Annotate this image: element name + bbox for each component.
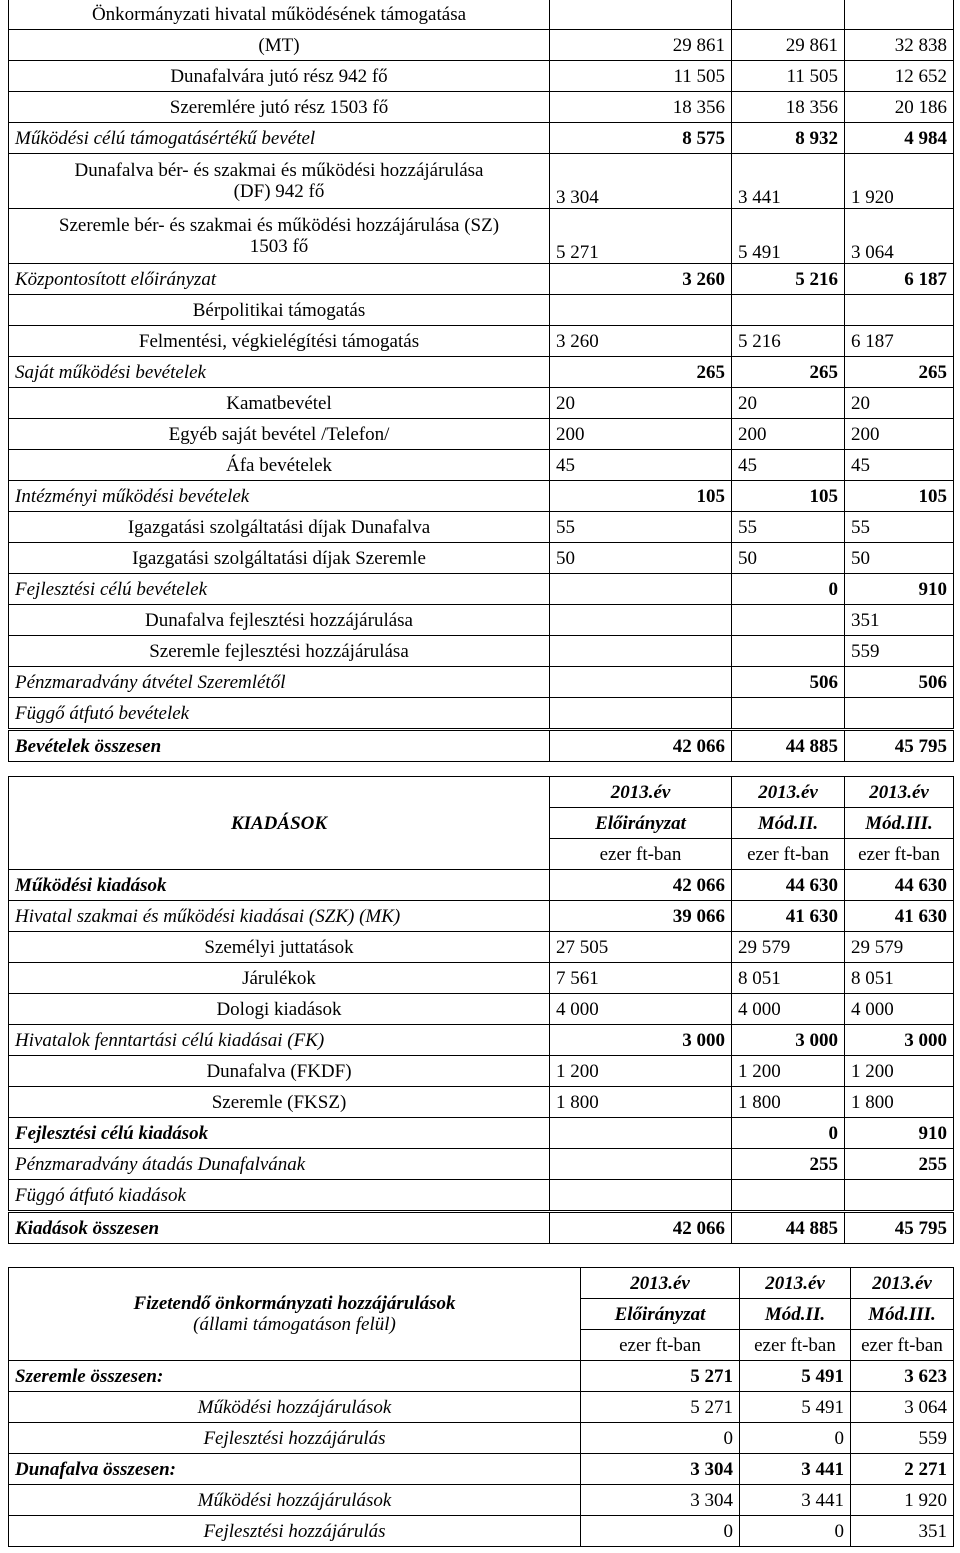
value-col-2: 3 441 [732, 154, 845, 209]
table-row [9, 419, 954, 450]
year-header-2: 2013.év [740, 1268, 851, 1299]
row-label: Kiadások összesen [9, 1212, 550, 1244]
value-col-3: 20 [845, 388, 954, 419]
value-col-2: 44 885 [732, 730, 845, 762]
unit-header-3: ezer ft-ban [851, 1330, 954, 1361]
value-col-1: 20 [550, 388, 732, 419]
value-col-1 [550, 636, 732, 667]
value-col-3: 41 630 [845, 901, 954, 932]
table-row [9, 932, 954, 963]
value-col-3: 8 051 [845, 963, 954, 994]
table-row [9, 92, 954, 123]
row-label: Dunafalva fejlesztési hozzájárulása [9, 605, 550, 636]
value-col-2: 3 441 [740, 1454, 851, 1485]
value-col-3: 910 [845, 574, 954, 605]
contributions-title-sub: (állami támogatáson felül) [193, 1314, 396, 1335]
value-col-2: 1 200 [732, 1056, 845, 1087]
value-col-1 [550, 605, 732, 636]
row-label: Függő átfutó bevételek [9, 698, 550, 730]
row-label: Központosított előirányzat [9, 264, 550, 295]
row-label: Dunafalvára jutó rész 942 fő [9, 61, 550, 92]
value-col-1: 0 [581, 1423, 740, 1454]
row-label [9, 154, 550, 209]
row-label: Dunafalva összesen: [9, 1454, 581, 1485]
value-col-2 [732, 295, 845, 326]
value-col-3: 2 271 [851, 1454, 954, 1485]
value-col-3: 559 [845, 636, 954, 667]
row-label-line1: Szeremle bér- és szakmai és működési hozzájárulása (SZ) [58, 215, 500, 236]
table-row [9, 605, 954, 636]
col-header-eloiranyzat: Előirányzat [550, 808, 732, 839]
table-row [9, 1485, 954, 1516]
value-col-1: 200 [550, 419, 732, 450]
value-col-1: 105 [550, 481, 732, 512]
table-row [9, 994, 954, 1025]
value-col-2: 506 [732, 667, 845, 698]
value-col-1 [550, 1149, 732, 1180]
value-col-3: 265 [845, 357, 954, 388]
unit-header-1: ezer ft-ban [550, 839, 732, 870]
row-label: (MT) [9, 30, 550, 61]
table-row [9, 870, 954, 901]
row-label: Működési kiadások [9, 870, 550, 901]
col-header-mod3: Mód.III. [845, 808, 954, 839]
value-col-1: 42 066 [550, 870, 732, 901]
value-col-1: 27 505 [550, 932, 732, 963]
table-row [9, 0, 954, 30]
table-row [9, 61, 954, 92]
value-col-2: 3 000 [732, 1025, 845, 1056]
value-col-3: 45 [845, 450, 954, 481]
table-row [9, 901, 954, 932]
row-label: Fejlesztési hozzájárulás [9, 1423, 581, 1454]
contributions-title [9, 1268, 581, 1361]
value-col-2: 44 630 [732, 870, 845, 901]
row-label: Szeremle összesen: [9, 1361, 581, 1392]
value-col-1: 39 066 [550, 901, 732, 932]
table-row [9, 667, 954, 698]
value-col-3: 1 800 [845, 1087, 954, 1118]
value-col-2: 5 491 [740, 1361, 851, 1392]
table-row [9, 264, 954, 295]
value-col-2 [732, 0, 845, 30]
value-col-2: 0 [732, 574, 845, 605]
value-col-2: 41 630 [732, 901, 845, 932]
value-col-1: 3 260 [550, 264, 732, 295]
value-col-2: 44 885 [732, 1212, 845, 1244]
table-row [9, 730, 954, 762]
value-col-1 [550, 698, 732, 730]
value-col-1: 3 304 [581, 1485, 740, 1516]
table-row [9, 1087, 954, 1118]
table-row [9, 1118, 954, 1149]
table-row [9, 574, 954, 605]
value-col-2: 18 356 [732, 92, 845, 123]
table-row [9, 1025, 954, 1056]
row-label: Működési hozzájárulások [9, 1392, 581, 1423]
expenses-title: KIADÁSOK [9, 777, 550, 870]
value-col-2: 200 [732, 419, 845, 450]
table-row [9, 357, 954, 388]
year-header-3: 2013.év [845, 777, 954, 808]
row-label: Pénzmaradvány átadás Dunafalvának [9, 1149, 550, 1180]
value-col-1: 11 505 [550, 61, 732, 92]
value-col-3 [845, 295, 954, 326]
value-col-3: 506 [845, 667, 954, 698]
value-col-1 [550, 295, 732, 326]
col-header-eloiranyzat: Előirányzat [581, 1299, 740, 1330]
value-col-2: 3 441 [740, 1485, 851, 1516]
value-col-3: 32 838 [845, 30, 954, 61]
value-col-1: 1 800 [550, 1087, 732, 1118]
value-col-3: 1 920 [845, 154, 954, 209]
row-label: Személyi juttatások [9, 932, 550, 963]
value-col-3: 255 [845, 1149, 954, 1180]
value-col-1: 3 304 [550, 154, 732, 209]
value-col-1: 42 066 [550, 1212, 732, 1244]
value-col-2: 55 [732, 512, 845, 543]
value-col-2 [732, 636, 845, 667]
value-col-1 [550, 1118, 732, 1149]
year-header-1: 2013.év [550, 777, 732, 808]
value-col-2: 5 216 [732, 326, 845, 357]
value-col-2: 45 [732, 450, 845, 481]
table-row [9, 636, 954, 667]
table-row [9, 123, 954, 154]
value-col-2: 0 [740, 1423, 851, 1454]
row-label: Kamatbevétel [9, 388, 550, 419]
value-col-1: 5 271 [581, 1361, 740, 1392]
year-header-3: 2013.év [851, 1268, 954, 1299]
value-col-2 [732, 605, 845, 636]
row-label: Szeremlére jutó rész 1503 fő [9, 92, 550, 123]
value-col-3: 3 623 [851, 1361, 954, 1392]
value-col-3: 44 630 [845, 870, 954, 901]
table-row [9, 209, 954, 264]
contributions-table [8, 1267, 954, 1547]
table-row [9, 30, 954, 61]
value-col-1: 50 [550, 543, 732, 574]
value-col-1 [550, 0, 732, 30]
table-row [9, 481, 954, 512]
table-row [9, 1454, 954, 1485]
row-label: Szeremle fejlesztési hozzájárulása [9, 636, 550, 667]
value-col-2: 50 [732, 543, 845, 574]
row-label [9, 209, 550, 264]
row-label: Hivatalok fenntartási célú kiadásai (FK) [9, 1025, 550, 1056]
value-col-2: 265 [732, 357, 845, 388]
value-col-2: 1 800 [732, 1087, 845, 1118]
value-col-3: 45 795 [845, 730, 954, 762]
table-row [9, 1392, 954, 1423]
value-col-2 [732, 1180, 845, 1212]
table-row [9, 326, 954, 357]
value-col-1: 3 304 [581, 1454, 740, 1485]
value-col-1 [550, 1180, 732, 1212]
value-col-1: 45 [550, 450, 732, 481]
value-col-2: 11 505 [732, 61, 845, 92]
value-col-3: 351 [845, 605, 954, 636]
value-col-3: 45 795 [845, 1212, 954, 1244]
value-col-2: 5 216 [732, 264, 845, 295]
value-col-1 [550, 667, 732, 698]
value-col-2: 255 [732, 1149, 845, 1180]
row-label-line1: Dunafalva bér- és szakmai és működési hozzájárulása [74, 160, 484, 181]
table-row [9, 1361, 954, 1392]
table-row [9, 698, 954, 730]
table-row [9, 543, 954, 574]
table-row [9, 1516, 954, 1547]
value-col-1: 5 271 [581, 1392, 740, 1423]
value-col-1: 7 561 [550, 963, 732, 994]
table-row [9, 1212, 954, 1244]
value-col-2: 29 579 [732, 932, 845, 963]
value-col-3: 1 920 [851, 1485, 954, 1516]
row-label: Fejlesztési célú bevételek [9, 574, 550, 605]
row-label: Fejlesztési célú kiadások [9, 1118, 550, 1149]
table-row [9, 154, 954, 209]
row-label: Pénzmaradvány átvétel Szeremlétől [9, 667, 550, 698]
value-col-3: 351 [851, 1516, 954, 1547]
value-col-1: 4 000 [550, 994, 732, 1025]
row-label: Felmentési, végkielégítési támogatás [9, 326, 550, 357]
row-label: Igazgatási szolgáltatási díjak Dunafalva [9, 512, 550, 543]
contributions-title-main: Fizetendő önkormányzati hozzájárulások [133, 1293, 456, 1314]
value-col-3: 29 579 [845, 932, 954, 963]
row-label: Működési hozzájárulások [9, 1485, 581, 1516]
row-label-line2: (DF) 942 fő [233, 181, 325, 202]
value-col-1: 3 260 [550, 326, 732, 357]
value-col-3: 6 187 [845, 326, 954, 357]
col-header-mod2: Mód.II. [732, 808, 845, 839]
table-row [9, 388, 954, 419]
row-label: Fejlesztési hozzájárulás [9, 1516, 581, 1547]
row-label: Bérpolitikai támogatás [9, 295, 550, 326]
value-col-3 [845, 0, 954, 30]
value-col-3 [845, 698, 954, 730]
value-col-3: 3 000 [845, 1025, 954, 1056]
value-col-1: 42 066 [550, 730, 732, 762]
value-col-3: 4 000 [845, 994, 954, 1025]
table-row [9, 1180, 954, 1212]
value-col-1: 5 271 [550, 209, 732, 264]
value-col-3: 6 187 [845, 264, 954, 295]
value-col-3: 559 [851, 1423, 954, 1454]
value-col-1: 1 200 [550, 1056, 732, 1087]
value-col-3: 12 652 [845, 61, 954, 92]
table-row [9, 1149, 954, 1180]
year-header-1: 2013.év [581, 1268, 740, 1299]
value-col-1: 3 000 [550, 1025, 732, 1056]
value-col-2: 5 491 [740, 1392, 851, 1423]
value-col-2: 5 491 [732, 209, 845, 264]
value-col-2: 105 [732, 481, 845, 512]
value-col-1: 8 575 [550, 123, 732, 154]
row-label: Bevételek összesen [9, 730, 550, 762]
unit-header-3: ezer ft-ban [845, 839, 954, 870]
value-col-3 [845, 1180, 954, 1212]
row-label: Egyéb saját bevétel /Telefon/ [9, 419, 550, 450]
value-col-3: 4 984 [845, 123, 954, 154]
unit-header-1: ezer ft-ban [581, 1330, 740, 1361]
value-col-3: 910 [845, 1118, 954, 1149]
table-row [9, 1056, 954, 1087]
value-col-3: 55 [845, 512, 954, 543]
col-header-mod2: Mód.II. [740, 1299, 851, 1330]
value-col-2 [732, 698, 845, 730]
value-col-1: 29 861 [550, 30, 732, 61]
row-label: Önkormányzati hivatal működésének támogatása [9, 0, 550, 30]
unit-header-2: ezer ft-ban [732, 839, 845, 870]
row-label: Dunafalva (FKDF) [9, 1056, 550, 1087]
table-row [9, 450, 954, 481]
year-header-2: 2013.év [732, 777, 845, 808]
row-label: Működési célú támogatásértékű bevétel [9, 123, 550, 154]
value-col-2: 0 [732, 1118, 845, 1149]
row-label: Saját működési bevételek [9, 357, 550, 388]
table-row [9, 963, 954, 994]
value-col-3: 1 200 [845, 1056, 954, 1087]
value-col-3: 200 [845, 419, 954, 450]
row-label: Igazgatási szolgáltatási díjak Szeremle [9, 543, 550, 574]
value-col-2: 20 [732, 388, 845, 419]
value-col-3: 50 [845, 543, 954, 574]
row-label: Áfa bevételek [9, 450, 550, 481]
row-label: Járulékok [9, 963, 550, 994]
value-col-2: 29 861 [732, 30, 845, 61]
table-row [9, 512, 954, 543]
row-label-line2: 1503 fő [249, 236, 309, 257]
table-row [9, 1423, 954, 1454]
value-col-3: 105 [845, 481, 954, 512]
row-label: Szeremle (FKSZ) [9, 1087, 550, 1118]
row-label: Függó átfutó kiadások [9, 1180, 550, 1212]
revenue-table [8, 0, 954, 762]
value-col-2: 8 932 [732, 123, 845, 154]
value-col-1: 265 [550, 357, 732, 388]
row-label: Intézményi működési bevételek [9, 481, 550, 512]
row-label: Dologi kiadások [9, 994, 550, 1025]
value-col-1: 55 [550, 512, 732, 543]
value-col-1 [550, 574, 732, 605]
expenses-table [8, 776, 954, 1244]
value-col-3: 3 064 [851, 1392, 954, 1423]
value-col-3: 20 186 [845, 92, 954, 123]
value-col-2: 4 000 [732, 994, 845, 1025]
value-col-2: 0 [740, 1516, 851, 1547]
value-col-2: 8 051 [732, 963, 845, 994]
value-col-1: 18 356 [550, 92, 732, 123]
value-col-3: 3 064 [845, 209, 954, 264]
value-col-1: 0 [581, 1516, 740, 1547]
col-header-mod3: Mód.III. [851, 1299, 954, 1330]
row-label: Hivatal szakmai és működési kiadásai (SZK) (MK) [9, 901, 550, 932]
table-row [9, 295, 954, 326]
unit-header-2: ezer ft-ban [740, 1330, 851, 1361]
